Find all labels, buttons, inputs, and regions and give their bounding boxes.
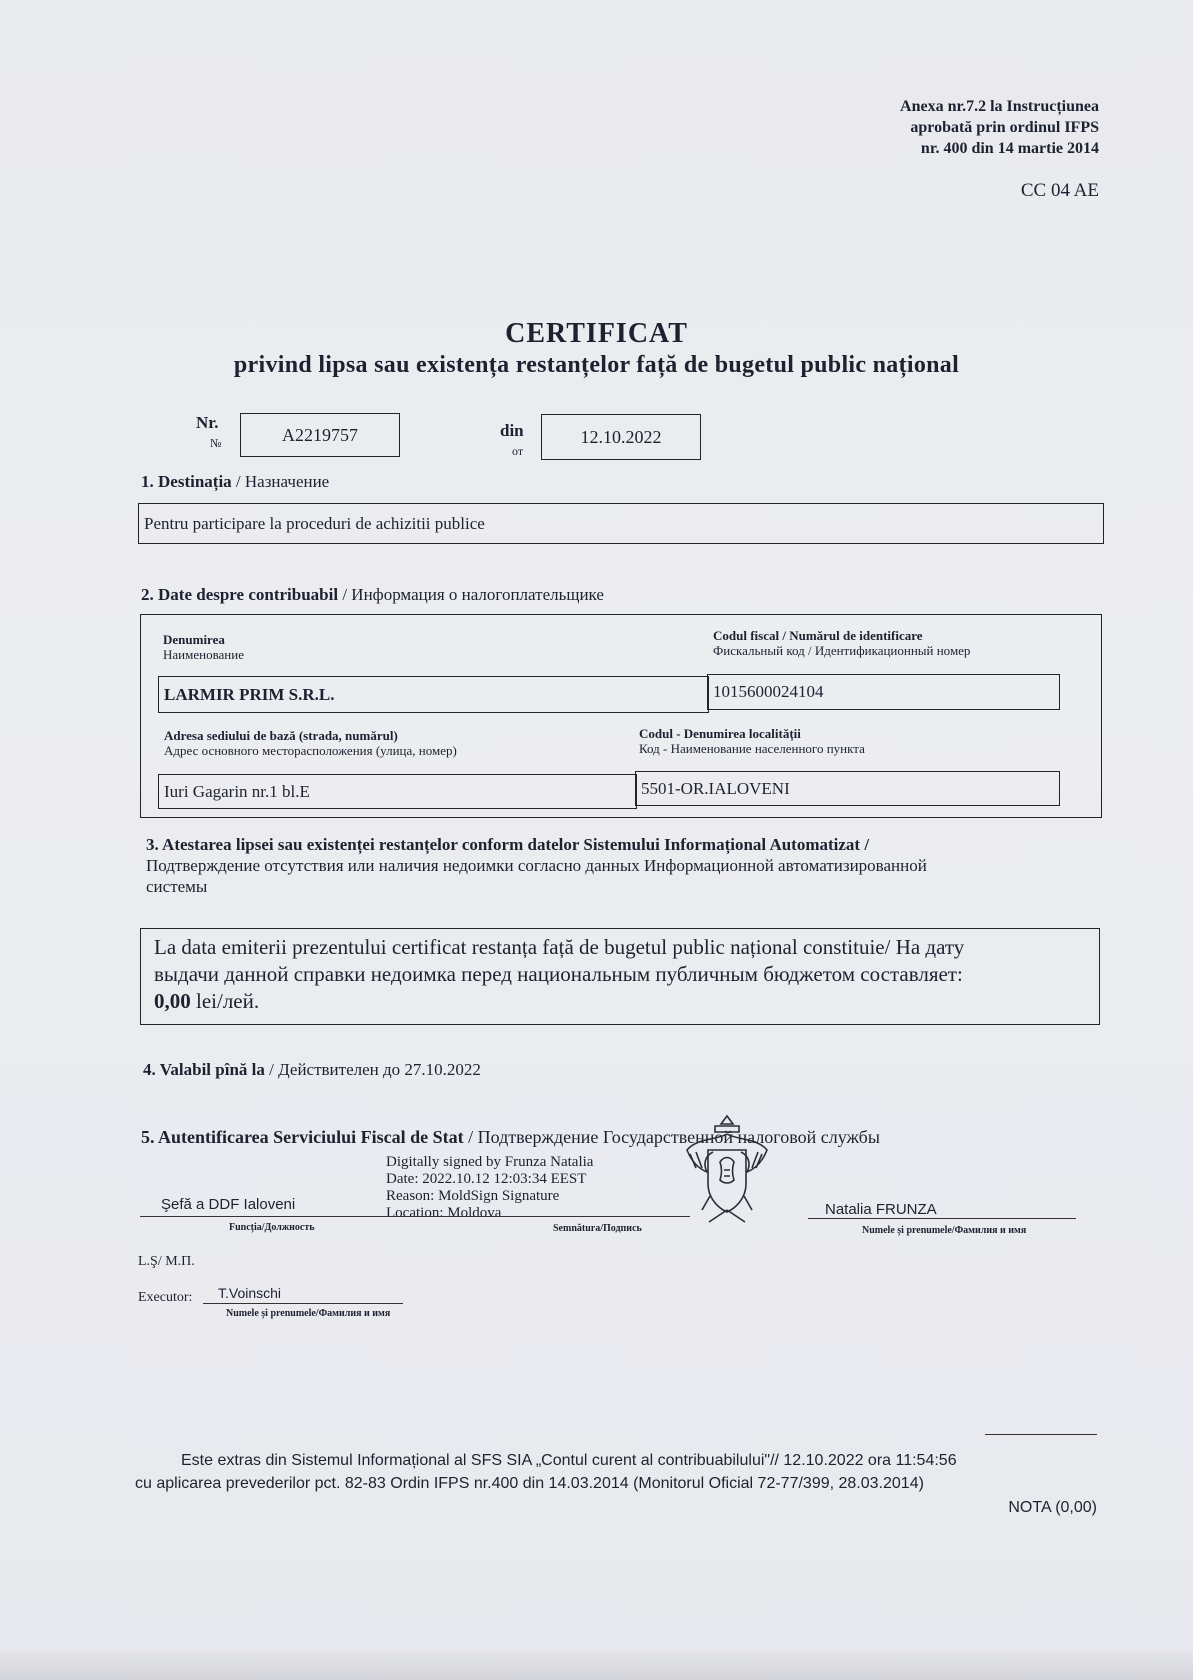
stamp-label: L.Ş/ М.П. <box>138 1254 195 1269</box>
annex-line-2: aprobată prin ordinul IFPS <box>910 119 1099 136</box>
annex-line-3: nr. 400 din 14 martie 2014 <box>920 140 1099 157</box>
fiscal-code-label-ro: Codul fiscal / Numărul de identificare <box>713 628 923 643</box>
coat-of-arms-icon <box>680 1110 775 1230</box>
sheet-shadow <box>0 1652 1193 1680</box>
section-3-title-ro: 3. Atestarea lipsei sau existenței restanțelor conform datelor Sistemului Informațional Automatizat / <box>146 835 870 854</box>
fiscal-code-label <box>713 628 970 658</box>
footer-line-2: cu aplicarea prevederilor pct. 82-83 Ordin IFPS nr.400 din 14.03.2014 (Monitorul Oficial 72-77/399, 28.03.2014) <box>135 1475 924 1492</box>
name-label-ru: Наименование <box>163 647 244 662</box>
number-field: A2219757 <box>240 413 400 457</box>
section-4-title-ro: 4. Valabil pînă la <box>143 1060 265 1079</box>
taxpayer-name-field: LARMIR PRIM S.R.L. <box>158 676 709 713</box>
footer-line-1: Este extras din Sistemul Informațional al SFS SIA „Contul curent al contribuabilului"// 12.10.2022 ora 11:54:56 <box>181 1452 957 1469</box>
date-label: din <box>500 421 524 440</box>
executor-label: Executor: <box>138 1290 193 1305</box>
section-2-title-ro: 2. Date despre contribuabil <box>141 585 339 604</box>
name-label-ro: Denumirea <box>163 632 225 647</box>
signature-line-3: Reason: MoldSign Signature <box>386 1188 560 1204</box>
locality-label-ru: Код - Наименование населенного пункта <box>639 741 865 756</box>
section-1-title-ro: 1. Destinația <box>141 472 232 491</box>
locality-label <box>639 726 865 756</box>
certificate-title: CERTIFICAT <box>505 318 688 349</box>
digital-signature <box>386 1154 593 1222</box>
address-field: Iuri Gagarin nr.1 bl.E <box>158 774 637 809</box>
address-label-ru: Адрес основного месторасположения (улица, номер) <box>164 743 457 758</box>
arrears-currency: lei/лей. <box>190 989 260 1013</box>
section-5-title-ru: / Подтверждение Государственной налоговой службы <box>463 1127 880 1147</box>
number-label: Nr. <box>196 413 219 432</box>
arrears-line-2: выдачи данной справки недоимка перед национальным публичным бюджетом составляет: <box>154 962 963 986</box>
name-label <box>163 632 244 662</box>
section-1-title <box>141 472 329 492</box>
section-5-title-ro: 5. Autentificarea Serviciului Fiscal de Stat <box>141 1127 464 1147</box>
locality-field: 5501-OR.IALOVENI <box>635 771 1060 806</box>
section-3-title-ru-2: системы <box>146 877 208 896</box>
section-4-title-ru: / Действителен до 27.10.2022 <box>264 1060 481 1079</box>
footer-nota: NOTA (0,00) <box>1008 1499 1097 1516</box>
number-label-ru: № <box>210 436 222 450</box>
footer-rule <box>985 1434 1097 1435</box>
signature-line-2: Date: 2022.10.12 12:03:34 EEST <box>386 1171 587 1187</box>
executor-caption: Numele și prenumele/Фамилия и имя <box>226 1308 391 1319</box>
signature-line-4: Location: Moldova <box>386 1205 502 1221</box>
address-label-ro: Adresa sediului de bază (strada, numărul) <box>164 728 398 743</box>
section-1-title-ru: / Назначение <box>231 472 330 491</box>
destination-field: Pentru participare la proceduri de achizitii publice <box>138 503 1104 544</box>
position-value: Şefă a DDF Ialoveni <box>161 1196 296 1213</box>
annex-line-1: Anexa nr.7.2 la Instrucțiunea <box>900 98 1099 115</box>
annex-reference <box>900 96 1099 159</box>
arrears-statement <box>154 934 1094 1015</box>
section-2-title <box>141 585 604 605</box>
address-label <box>164 728 457 758</box>
signature-line <box>140 1216 690 1217</box>
section-4-title <box>143 1060 481 1080</box>
date-field: 12.10.2022 <box>541 414 701 460</box>
signature-caption: Semnătura/Подпись <box>553 1223 642 1234</box>
arrears-line-3 <box>154 988 1094 1015</box>
date-label-ru: от <box>512 444 524 458</box>
arrears-line-1: La data emiterii prezentului certificat restanța față de bugetul public național constituie/ На дату <box>154 935 965 959</box>
arrears-amount: 0,00 <box>154 989 191 1013</box>
section-2-title-ru: / Информация о налогоплательщике <box>338 585 604 604</box>
position-caption: Funcția/Должность <box>229 1222 315 1233</box>
name-line <box>808 1218 1076 1219</box>
locality-label-ro: Codul - Denumirea localității <box>639 726 801 741</box>
fiscal-code-field: 1015600024104 <box>707 674 1060 710</box>
fiscal-code-label-ru: Фискальный код / Идентификационный номер <box>713 643 971 658</box>
section-3-title <box>146 834 1096 897</box>
form-code: CC 04 AE <box>1020 180 1099 201</box>
signer-name: Natalia FRUNZA <box>825 1201 937 1218</box>
signature-line-1: Digitally signed by Frunza Natalia <box>386 1154 594 1170</box>
name-caption: Numele și prenumele/Фамилия и имя <box>862 1225 1027 1236</box>
executor-value: T.Voinschi <box>218 1285 282 1301</box>
section-3-title-ru-1: Подтверждение отсутствия или наличия недоимки согласно данных Информационной автоматизированной <box>146 856 927 875</box>
executor-line <box>203 1303 403 1304</box>
certificate-subtitle: privind lipsa sau existența restanțelor față de bugetul public național <box>233 352 960 378</box>
